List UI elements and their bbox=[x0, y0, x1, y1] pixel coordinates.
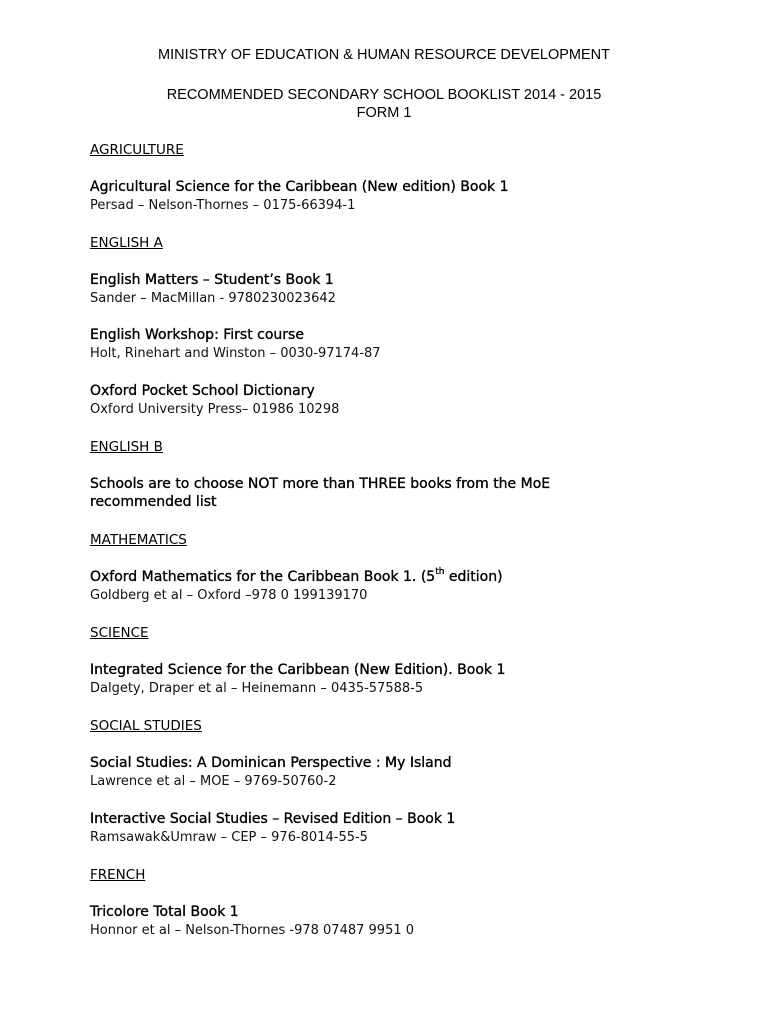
english-b-note-line1: Schools are to choose NOT more than THREE books from the MoE bbox=[90, 476, 551, 492]
book-detail: Lawrence et al – MOE – 9769-50760-2 bbox=[90, 774, 337, 789]
section-heading-french: FRENCH bbox=[90, 867, 146, 883]
section-heading-social-studies: SOCIAL STUDIES bbox=[90, 718, 202, 734]
book-title: Oxford Pocket School Dictionary bbox=[90, 383, 315, 399]
book-title bbox=[90, 568, 503, 587]
booklist-title: RECOMMENDED SECONDARY SCHOOL BOOKLIST 2014 - 2015 bbox=[166, 87, 602, 103]
book-detail: Persad – Nelson-Thornes – 0175-66394-1 bbox=[90, 198, 356, 213]
book-title: Agricultural Science for the Caribbean (New edition) Book 1 bbox=[90, 179, 509, 195]
section-heading-mathematics: MATHEMATICS bbox=[90, 532, 187, 548]
book-detail: Goldberg et al – Oxford –978 0 199139170 bbox=[90, 588, 368, 603]
book-title: Interactive Social Studies – Revised Edition – Book 1 bbox=[90, 811, 456, 827]
book-title: Tricolore Total Book 1 bbox=[90, 904, 239, 920]
book-detail: Honnor et al – Nelson-Thornes -978 07487 9951 0 bbox=[90, 923, 415, 938]
english-b-note-line2: recommended list bbox=[90, 494, 217, 510]
book-title: English Workshop: First course bbox=[90, 327, 304, 343]
section-heading-english-b: ENGLISH B bbox=[90, 439, 163, 455]
book-title-part: Oxford Mathematics for the Caribbean Book 1. (5 bbox=[90, 569, 436, 585]
section-heading-agriculture: AGRICULTURE bbox=[90, 142, 184, 158]
book-detail: Ramsawak&Umraw – CEP – 976-8014-55-5 bbox=[90, 830, 368, 845]
book-detail: Dalgety, Draper et al – Heinemann – 0435-57588-5 bbox=[90, 681, 424, 696]
book-detail: Sander – MacMillan - 9780230023642 bbox=[90, 291, 336, 306]
edition-superscript: th bbox=[435, 567, 445, 578]
book-title: English Matters – Student’s Book 1 bbox=[90, 272, 334, 288]
ministry-title: MINISTRY OF EDUCATION & HUMAN RESOURCE DEVELOPMENT bbox=[158, 47, 610, 63]
section-heading-english-a: ENGLISH A bbox=[90, 235, 163, 251]
book-detail: Holt, Rinehart and Winston – 0030-97174-87 bbox=[90, 346, 381, 361]
book-title-part: edition) bbox=[444, 569, 503, 585]
section-heading-science: SCIENCE bbox=[90, 625, 149, 641]
book-title: Social Studies: A Dominican Perspective : My Island bbox=[90, 755, 452, 771]
book-detail: Oxford University Press– 01986 10298 bbox=[90, 402, 340, 417]
book-title: Integrated Science for the Caribbean (New Edition). Book 1 bbox=[90, 662, 506, 678]
form-label: FORM 1 bbox=[356, 105, 412, 121]
